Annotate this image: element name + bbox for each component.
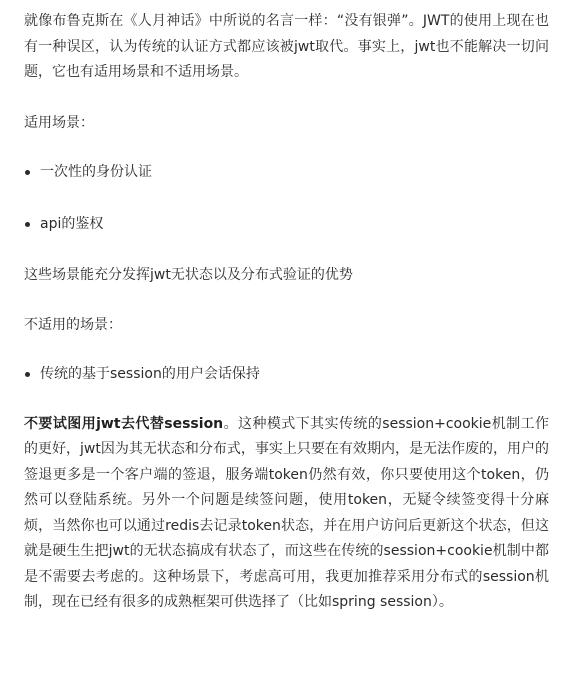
list-item <box>24 362 549 388</box>
list-item <box>24 212 549 238</box>
conclusion-bold-text: 不要试图用jwt去代替session <box>24 415 224 432</box>
suitable-heading: 适用场景： <box>24 114 94 131</box>
list-item <box>24 160 549 186</box>
summary-paragraph: 这些场景能充分发挥jwt无状态以及分布式验证的优势 <box>24 267 353 283</box>
suitable-list <box>24 160 549 237</box>
conclusion-text: 。这种模式下其实传统的session+cookie机制工作的更好，jwt因为其无状态和分布式，事实上只要在有效期内，是无法作废的，用户的签退更多是一个客户端的签退，服务端token仍然有效，你只要使用这个token，仍然可以登陆系统。另外一个问题是续签问题，使用token，无疑令续签变得十分麻烦，当然你也可以通过redis去记录token状态，并在用户访问后更新这个状态，但这就是硬生生把jwt的无状态搞成有状态了，而这些在传统的session+cookie机制中都是不需要去考虑的。这种场景下，考虑高可用，我更加推荐采用分布式的session机制，现在已经有很多的成熟框架可供选择了（比如spring session）。 <box>24 415 549 610</box>
intro-paragraph: 就像布鲁克斯在《人月神话》中所说的名言一样：“没有银弹”。JWT的使用上现在也有一种误区，认为传统的认证方式都应该被jwt取代。事实上，jwt也不能解决一切问题，它也有适用场景和不适用场景。 <box>24 13 549 80</box>
unsuitable-list <box>24 362 549 388</box>
list-item-text: 一次性的身份认证 <box>40 164 152 180</box>
bullet-icon <box>25 170 30 175</box>
conclusion-paragraph <box>24 412 549 616</box>
list-item-text: 传统的基于session的用户会话保持 <box>40 366 260 382</box>
list-item-text: api的鉴权 <box>40 215 104 232</box>
unsuitable-heading: 不适用的场景： <box>24 316 122 333</box>
bullet-icon <box>25 372 30 377</box>
bullet-icon <box>25 222 30 227</box>
